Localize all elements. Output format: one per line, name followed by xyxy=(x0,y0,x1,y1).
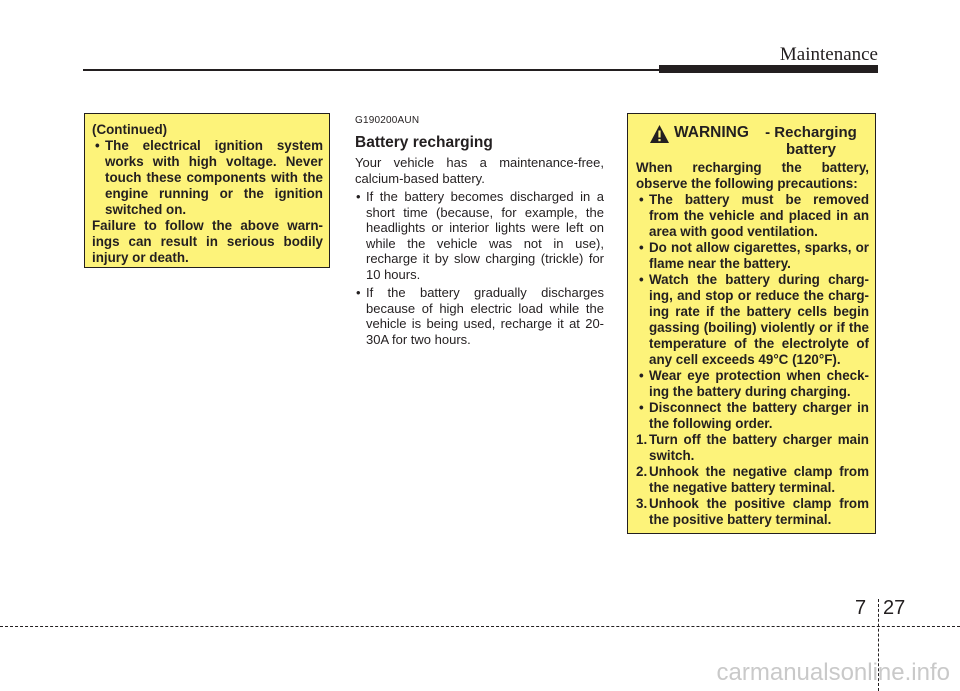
bullet-icon: • xyxy=(95,138,100,153)
section-bullet xyxy=(355,285,604,347)
bullet-icon: • xyxy=(639,368,644,383)
page-number: 27 xyxy=(883,597,906,619)
warning-step xyxy=(636,496,869,528)
section-title: Maintenance xyxy=(779,44,878,65)
continued-bullet xyxy=(92,138,323,218)
section-intro: Your vehicle has a maintenance-free, calcium-based battery. xyxy=(355,155,604,186)
footer-rule xyxy=(0,626,960,627)
warning-intro: When recharging the battery, observe the following precautions: xyxy=(636,160,869,191)
warning-header xyxy=(636,124,869,158)
bullet-icon: • xyxy=(639,192,644,207)
warning-triangle-icon xyxy=(649,124,670,144)
bullet-icon: • xyxy=(356,285,361,300)
section-bullet-text: If the battery gradually discharges because of high electric load while the vehicle is being used, recharge it at 20-30A for two hours. xyxy=(366,285,604,347)
warning-bullet-text: The battery must be removed from the vehicle and placed in an area with good ventilation. xyxy=(649,192,869,239)
warning-step xyxy=(636,432,869,464)
step-text: Turn off the battery charger main switch. xyxy=(649,432,869,463)
step-text: Unhook the negative clamp from the negative battery terminal. xyxy=(649,464,869,495)
bullet-icon: • xyxy=(639,400,644,415)
continued-label: (Continued) xyxy=(92,122,168,137)
bullet-icon: • xyxy=(639,240,644,255)
warning-box xyxy=(627,113,876,534)
bullet-icon: • xyxy=(639,272,644,287)
continued-warning-box xyxy=(84,113,330,268)
warning-bullet xyxy=(636,272,869,368)
warning-bullet xyxy=(636,192,869,240)
step-number: 2. xyxy=(636,464,648,479)
bullet-icon: • xyxy=(356,189,361,204)
warning-bullet xyxy=(636,400,869,432)
warning-subtitle: - Recharging battery xyxy=(765,124,857,158)
warning-bullet-text: Do not allow cigarettes, sparks, or flame near the battery. xyxy=(649,240,869,271)
section-bullet-text: If the battery becomes discharged in a short time (because, for example, the headlights or interior lights were left on while the vehicle was not in use), recharge it by slow charging (trickle) for 10 hours. xyxy=(366,189,604,282)
warning-bullet xyxy=(636,368,869,400)
warning-word: WARNING xyxy=(674,124,749,141)
step-number: 1. xyxy=(636,432,648,447)
section-heading: Battery recharging xyxy=(355,133,493,151)
section-code: G190200AUN xyxy=(355,115,420,126)
warning-bullet-text: Watch the battery during charg-ing, and stop or reduce the charg-ing rate if the battery cells begin gassing (boiling) violently or if the temperature of the electrolyte of any cell exceeds 49°C (120°F). xyxy=(649,272,869,367)
battery-recharging-section xyxy=(355,113,604,347)
warning-bullet-text: Disconnect the battery charger in the following order. xyxy=(649,400,869,431)
warning-bullet-text: Wear eye protection when check-ing the battery during charging. xyxy=(649,368,869,399)
header-bar xyxy=(659,65,878,73)
continued-bullet-text: The electrical ignition system works with high voltage. Never touch these components with the engine running or the ignition switched on. xyxy=(105,138,323,217)
chapter-number: 7 xyxy=(855,597,867,619)
step-text: Unhook the positive clamp from the positive battery terminal. xyxy=(649,496,869,527)
continued-closing: Failure to follow the above warn-ings can result in serious bodily injury or death. xyxy=(92,218,323,265)
watermark: carmanualsonline.info xyxy=(716,659,950,686)
section-bullet xyxy=(355,189,604,282)
warning-bullet xyxy=(636,240,869,272)
warning-step xyxy=(636,464,869,496)
step-number: 3. xyxy=(636,496,648,511)
